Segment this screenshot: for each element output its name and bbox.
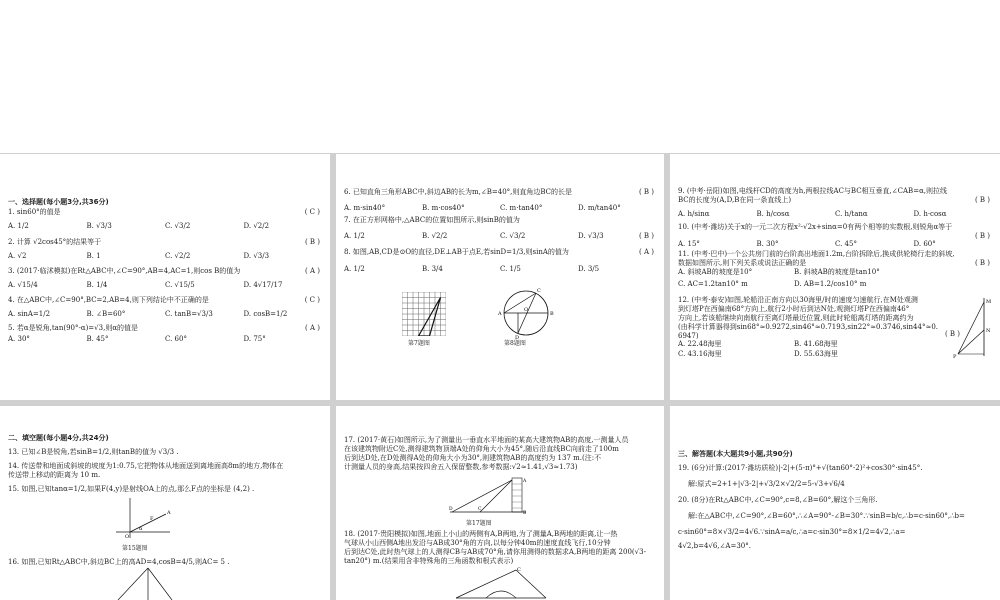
options-12-row2: C. 43.16海里 D. 55.63海里 xyxy=(678,350,838,358)
answer-12: ( B ) xyxy=(944,330,960,338)
options-6: A. m·sin40° B. m·cos40° C. m·tan40° D. m/tan40° xyxy=(344,204,621,212)
svg-text:D: D xyxy=(449,507,453,512)
answer-10: ( B ) xyxy=(974,232,990,240)
question-18-line4: tan20°) m.(结果用含非特殊角的三角函数和根式表示) xyxy=(344,557,514,565)
question-1: 1. sin60°的值是 xyxy=(8,208,61,216)
question-17: 17. (2017·黄石)如图所示,为了测量出一垂直水平地面的某高大建筑物AB的高度,一测量人员 xyxy=(344,436,629,444)
question-12-line5: 6947) xyxy=(678,332,699,340)
question-14: 14. 传送带和地面成斜坡的坡度为1:0.75,它把物体从地面送到离地面高8m的地方,物体在 xyxy=(8,462,284,470)
question-3: 3. (2017·临沭模拟)在Rt△ABC中,∠C=90°,AB=4,AC=1,则cos B的值为 xyxy=(8,267,241,275)
question-19: 19. (6分)计算:(2017·潍坊质检)|-2|+(5-π)°+√(tan60°-2)²+cos30°·sin45°. xyxy=(678,464,923,472)
question-10: 10. (中考·潍坊)关于x的一元二次方程x²-√2x+sinα=0有两个相等的实数根,则锐角α等于 xyxy=(678,223,953,231)
figure-16-triangle xyxy=(110,566,180,600)
question-6: 6. 已知直角三角形ABC中,斜边AB的长为m,∠B=40°,则直角边BC的长是 xyxy=(344,188,573,196)
figure-12-bearing xyxy=(952,294,992,360)
figure-17-caption: 第17题图 xyxy=(466,520,492,527)
question-18-line3: 后到达C处,此时热气球上的人测得CB与AB成70°角,请你用测得的数据求A,B两地的距离 200(√3- xyxy=(344,548,646,556)
figure-18-balloon xyxy=(446,566,556,600)
answer-6: ( B ) xyxy=(638,188,654,196)
svg-text:C: C xyxy=(478,507,482,512)
question-17-line4: 计测量人员的身高,结果按四舍五入保留整数,参考数据:√2≈1.41,√3≈1.73) xyxy=(344,463,578,471)
answer-5: ( A ) xyxy=(305,324,320,332)
svg-text:F: F xyxy=(150,516,154,522)
svg-text:C: C xyxy=(537,288,541,294)
figure-7-grid xyxy=(402,292,446,336)
page-panel-4 xyxy=(0,406,330,600)
svg-text:O: O xyxy=(524,307,529,313)
figure-15-axes xyxy=(112,496,172,540)
svg-text:C: C xyxy=(517,567,521,573)
svg-text:D: D xyxy=(515,335,520,340)
svg-text:A: A xyxy=(523,479,527,484)
question-16: 16. 如图,已知Rt△ABC中,斜边BC上的高AD=4,cosB=4/5,则AC= 5 . xyxy=(8,558,230,566)
question-12: 12. (中考·泰安)如图,轮船沿正南方向以30海里/时的速度匀速航行,在M处观测 xyxy=(678,296,918,304)
question-12-line4: (由科学计算器得到sin68°≈0.9272,sin46°≈0.7193,sin22°≈0.3746,sin44°≈0. xyxy=(678,323,939,331)
question-13: 13. 已知∠B是锐角,若sinB=1/2,则tanB的值为 √3/3 . xyxy=(8,448,179,456)
page-panel-2 xyxy=(336,154,664,400)
answer-7: ( B ) xyxy=(638,232,654,240)
options-8: A. 1/2 B. 3/4 C. 1/5 D. 3/5 xyxy=(344,265,600,273)
figure-15-caption: 第15题图 xyxy=(122,545,148,552)
options-1: A. 1/2 B. √3/3 C. √3/2 D. √2/2 xyxy=(8,222,270,230)
svg-text:A: A xyxy=(498,311,502,317)
answer-3: ( A ) xyxy=(305,267,320,275)
question-15: 15. 如图,已知tanα=1/2,如果F(4,y)是射线OA上的点,那么F点的坐标是 (4,2) . xyxy=(8,485,255,493)
svg-text:M: M xyxy=(986,299,992,305)
svg-text:N: N xyxy=(986,328,991,334)
question-11: 11. (中考·巴中)一个公共房门前的台阶高出地面1.2m,台阶拆除后,换成供轮椅行走的斜坡, xyxy=(678,250,955,258)
answer-4: ( C ) xyxy=(304,296,320,304)
question-7: 7. 在正方形网格中,△ABC的位置如图所示,则sinB的值为 xyxy=(344,216,520,224)
svg-text:A: A xyxy=(167,510,171,516)
options-12: A. 22.48海里 B. 41.68海里 xyxy=(678,340,838,348)
page-panel-3 xyxy=(670,154,1000,400)
question-18-line2: 气球从小山西侧A地出发沿与AB成30°角的方向,以每分钟40m的速度直线飞行,10分钟 xyxy=(344,539,611,547)
svg-text:B: B xyxy=(523,511,527,516)
question-12-line2: 到灯塔P在西偏南68°方向上,航行2小时后到达N处,观测灯塔P在西偏南46° xyxy=(678,305,910,313)
options-11-row2: C. AC=1.2tan10° m D. AB=1.2/cos10° m xyxy=(678,280,867,288)
page-panel-6 xyxy=(670,406,1000,600)
options-4: A. sinA=1/2 B. ∠B=60° C. tanB=√3/3 D. cosB=1/2 xyxy=(8,310,288,318)
options-5: A. 30° B. 45° C. 60° D. 75° xyxy=(8,335,266,343)
svg-text:O: O xyxy=(125,534,130,540)
options-7: A. 1/2 B. √2/2 C. √3/2 D. √3/3 xyxy=(344,232,604,240)
options-3: A. √15/4 B. 1/4 C. √15/5 D. 4√17/17 xyxy=(8,281,283,289)
svg-text:α: α xyxy=(139,526,143,532)
answer-9: ( B ) xyxy=(974,196,990,204)
question-17-line3: 后到达D处,在D处测得A处的仰角大小为30°,则建筑物AB的高度约为 137 m.(注:不 xyxy=(344,454,602,462)
solution-20-line3: 4√2,b=4√6,∠A=30°. xyxy=(678,542,751,550)
question-12-line3: 方向上,若该船继续向南航行至离灯塔最近位置,则此时轮船离灯塔的距离约为 xyxy=(678,314,914,322)
question-9-line2: BC的长度为(A,D,B在同一条直线上) xyxy=(678,196,792,204)
answer-8: ( A ) xyxy=(639,248,654,256)
options-10: A. 15° B. 30° C. 45° D. 60° xyxy=(678,240,936,248)
question-18: 18. (2017·贵阳模拟)如图,地面上小山的两侧有A,B两地,为了测量A,B两地的距离,让一热 xyxy=(344,530,618,538)
figure-8-caption: 第8题图 xyxy=(504,340,526,347)
figure-7-caption: 第7题图 xyxy=(408,340,430,347)
section-heading-fill: 二、填空题(每小题4分,共24分) xyxy=(8,434,109,442)
options-2: A. √2 B. 1 C. √2/2 D. √3/3 xyxy=(8,252,270,260)
question-9: 9. (中考·岳阳)如图,电线杆CD的高度为h,两根拉线AC与BC相互垂直,∠CAB=α,则拉线 xyxy=(678,187,948,195)
section-heading: 一、选择题(每小题3分,共36分) xyxy=(8,198,109,206)
page-panel-1 xyxy=(0,154,330,400)
svg-text:B: B xyxy=(550,311,554,317)
section-heading-solve: 三、解答题(本大题共9小题,共90分) xyxy=(678,450,793,458)
solution-19: 解:原式=2+1+|√3-2|+√3/2×√2/2=5-√3+√6/4 xyxy=(688,480,845,488)
solution-20-line1: 解:在△ABC中,∠C=90°,∠B=60°,∴∠A=90°-∠B=30°.∵sinB=b/c,∴b=c·sin60°,∴b= xyxy=(688,512,965,520)
question-5: 5. 若α是锐角,tan(90°-α)=√3,则α的值是 xyxy=(8,324,139,332)
answer-2: ( B ) xyxy=(304,238,320,246)
figure-8-circle xyxy=(496,286,556,340)
answer-1: ( C ) xyxy=(304,208,320,216)
page-panel-5 xyxy=(336,406,664,600)
question-17-line2: 在该建筑物附近C处,测得建筑物顶端A处的仰角大小为45°,随后沿直线BC向前走了100m xyxy=(344,445,619,453)
question-11-line2: 数据如图所示,则下列关系或说法正确的是 xyxy=(678,259,807,267)
question-20: 20. (8分)在Rt△ABC中,∠C=90°,c=8,∠B=60°,解这个三角形. xyxy=(678,496,878,504)
options-9: A. h/sinα B. h/cosα C. h/tanα D. h·cosα xyxy=(678,210,947,218)
answer-11: ( B ) xyxy=(974,259,990,267)
options-11: A. 斜坡AB的坡度是10° B. 斜坡AB的坡度是tan10° xyxy=(678,268,880,276)
svg-text:P: P xyxy=(953,354,957,360)
question-2: 2. 计算 √2cos45°的结果等于 xyxy=(8,238,102,246)
question-8: 8. 如图,AB,CD是⊙O的直径,DE⊥AB于点E,若sinD=1/3,则sinA的值为 xyxy=(344,248,569,256)
figure-17-building xyxy=(448,476,528,516)
question-14-line2: 传送带上移动的距离为 10 m. xyxy=(8,471,101,479)
question-4: 4. 在△ABC中,∠C=90°,BC=2,AB=4,则下列结论中不正确的是 xyxy=(8,296,209,304)
solution-20-line2: c·sin60°=8×√3/2=4√6.∵sinA=a/c,∴a=c·sin30°=8×1/2=4√2,∴a= xyxy=(678,528,906,536)
